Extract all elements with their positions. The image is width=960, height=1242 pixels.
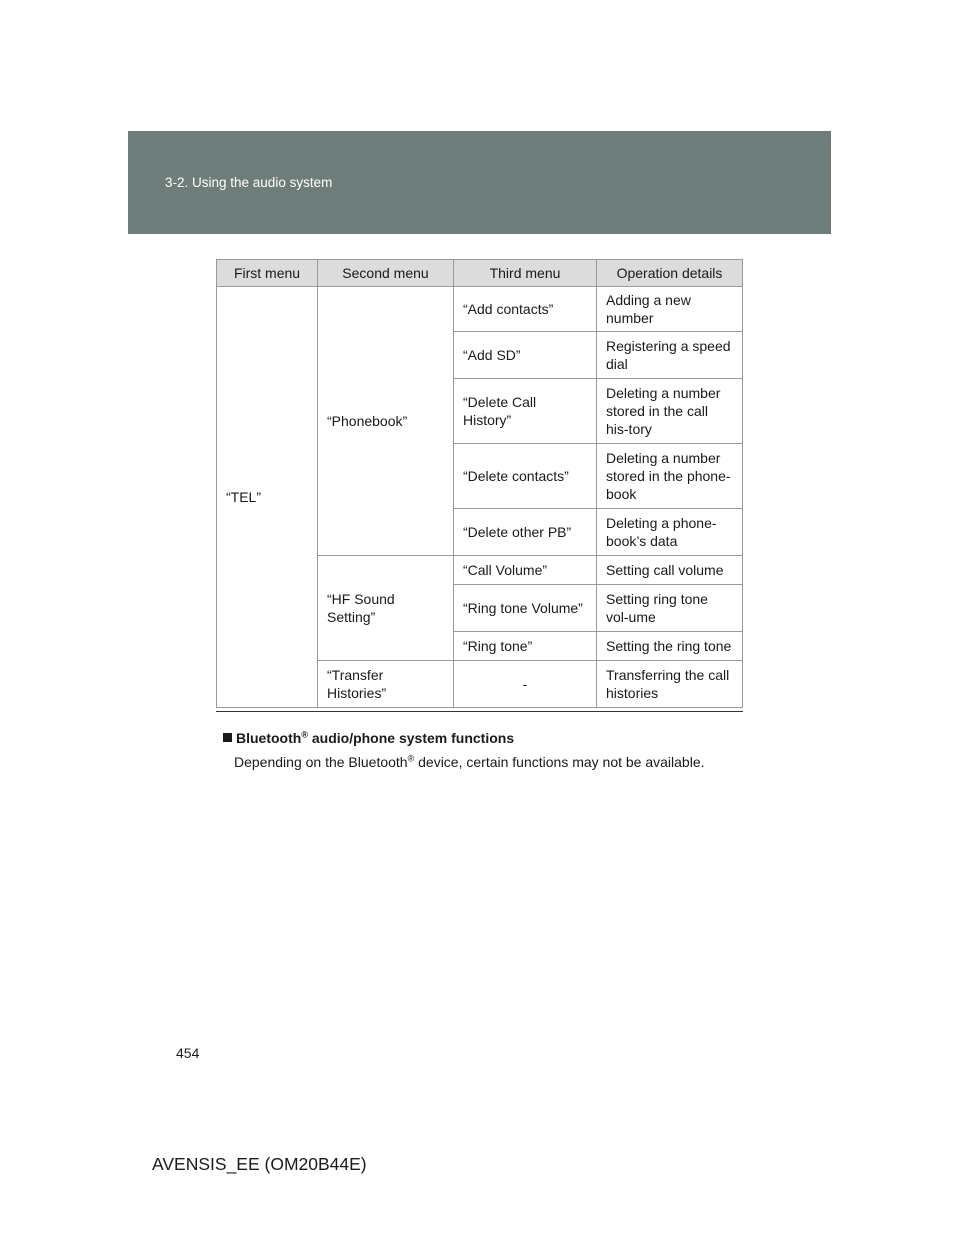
third-menu-cell: “Delete contacts” [454,444,597,509]
tel-menu-table [216,259,743,708]
second-menu-cell: “HF Sound Setting” [318,556,454,661]
third-menu-cell: “Ring tone Volume” [454,585,597,632]
square-bullet-icon [223,733,232,742]
section-heading: Bluetooth® audio/phone system functions [223,730,514,746]
column-header: Second menu [318,260,454,287]
section-divider [216,711,743,712]
second-menu-cell: “Phonebook” [318,287,454,556]
operation-details-cell: Transferring the call histories [597,661,743,708]
section-breadcrumb: 3-2. Using the audio system [165,175,333,190]
section-body-text: Depending on the Bluetooth® device, certain functions may not be available. [234,753,705,770]
first-menu-cell: “TEL” [217,287,318,708]
table-header-row [217,260,743,287]
third-menu-cell: “Add contacts” [454,287,597,332]
document-code-footer: AVENSIS_EE (OM20B44E) [152,1154,367,1174]
second-menu-cell: “Transfer Histories” [318,661,454,708]
column-header: Third menu [454,260,597,287]
column-header: Operation details [597,260,743,287]
operation-details-cell: Registering a speed dial [597,332,743,379]
third-menu-cell: - [454,661,597,708]
table-row [217,287,743,332]
operation-details-cell: Setting ring tone vol-ume [597,585,743,632]
column-header: First menu [217,260,318,287]
operation-details-cell: Deleting a phone-book’s data [597,509,743,556]
third-menu-cell: “Delete other PB” [454,509,597,556]
page-number: 454 [176,1045,200,1061]
third-menu-cell: “Delete Call History” [454,379,597,444]
operation-details-cell: Setting call volume [597,556,743,585]
third-menu-cell: “Call Volume” [454,556,597,585]
operation-details-cell: Setting the ring tone [597,632,743,661]
operation-details-cell: Deleting a number stored in the call his-tory [597,379,743,444]
third-menu-cell: “Ring tone” [454,632,597,661]
operation-details-cell: Deleting a number stored in the phone-book [597,444,743,509]
third-menu-cell: “Add SD” [454,332,597,379]
operation-details-cell: Adding a new number [597,287,743,332]
